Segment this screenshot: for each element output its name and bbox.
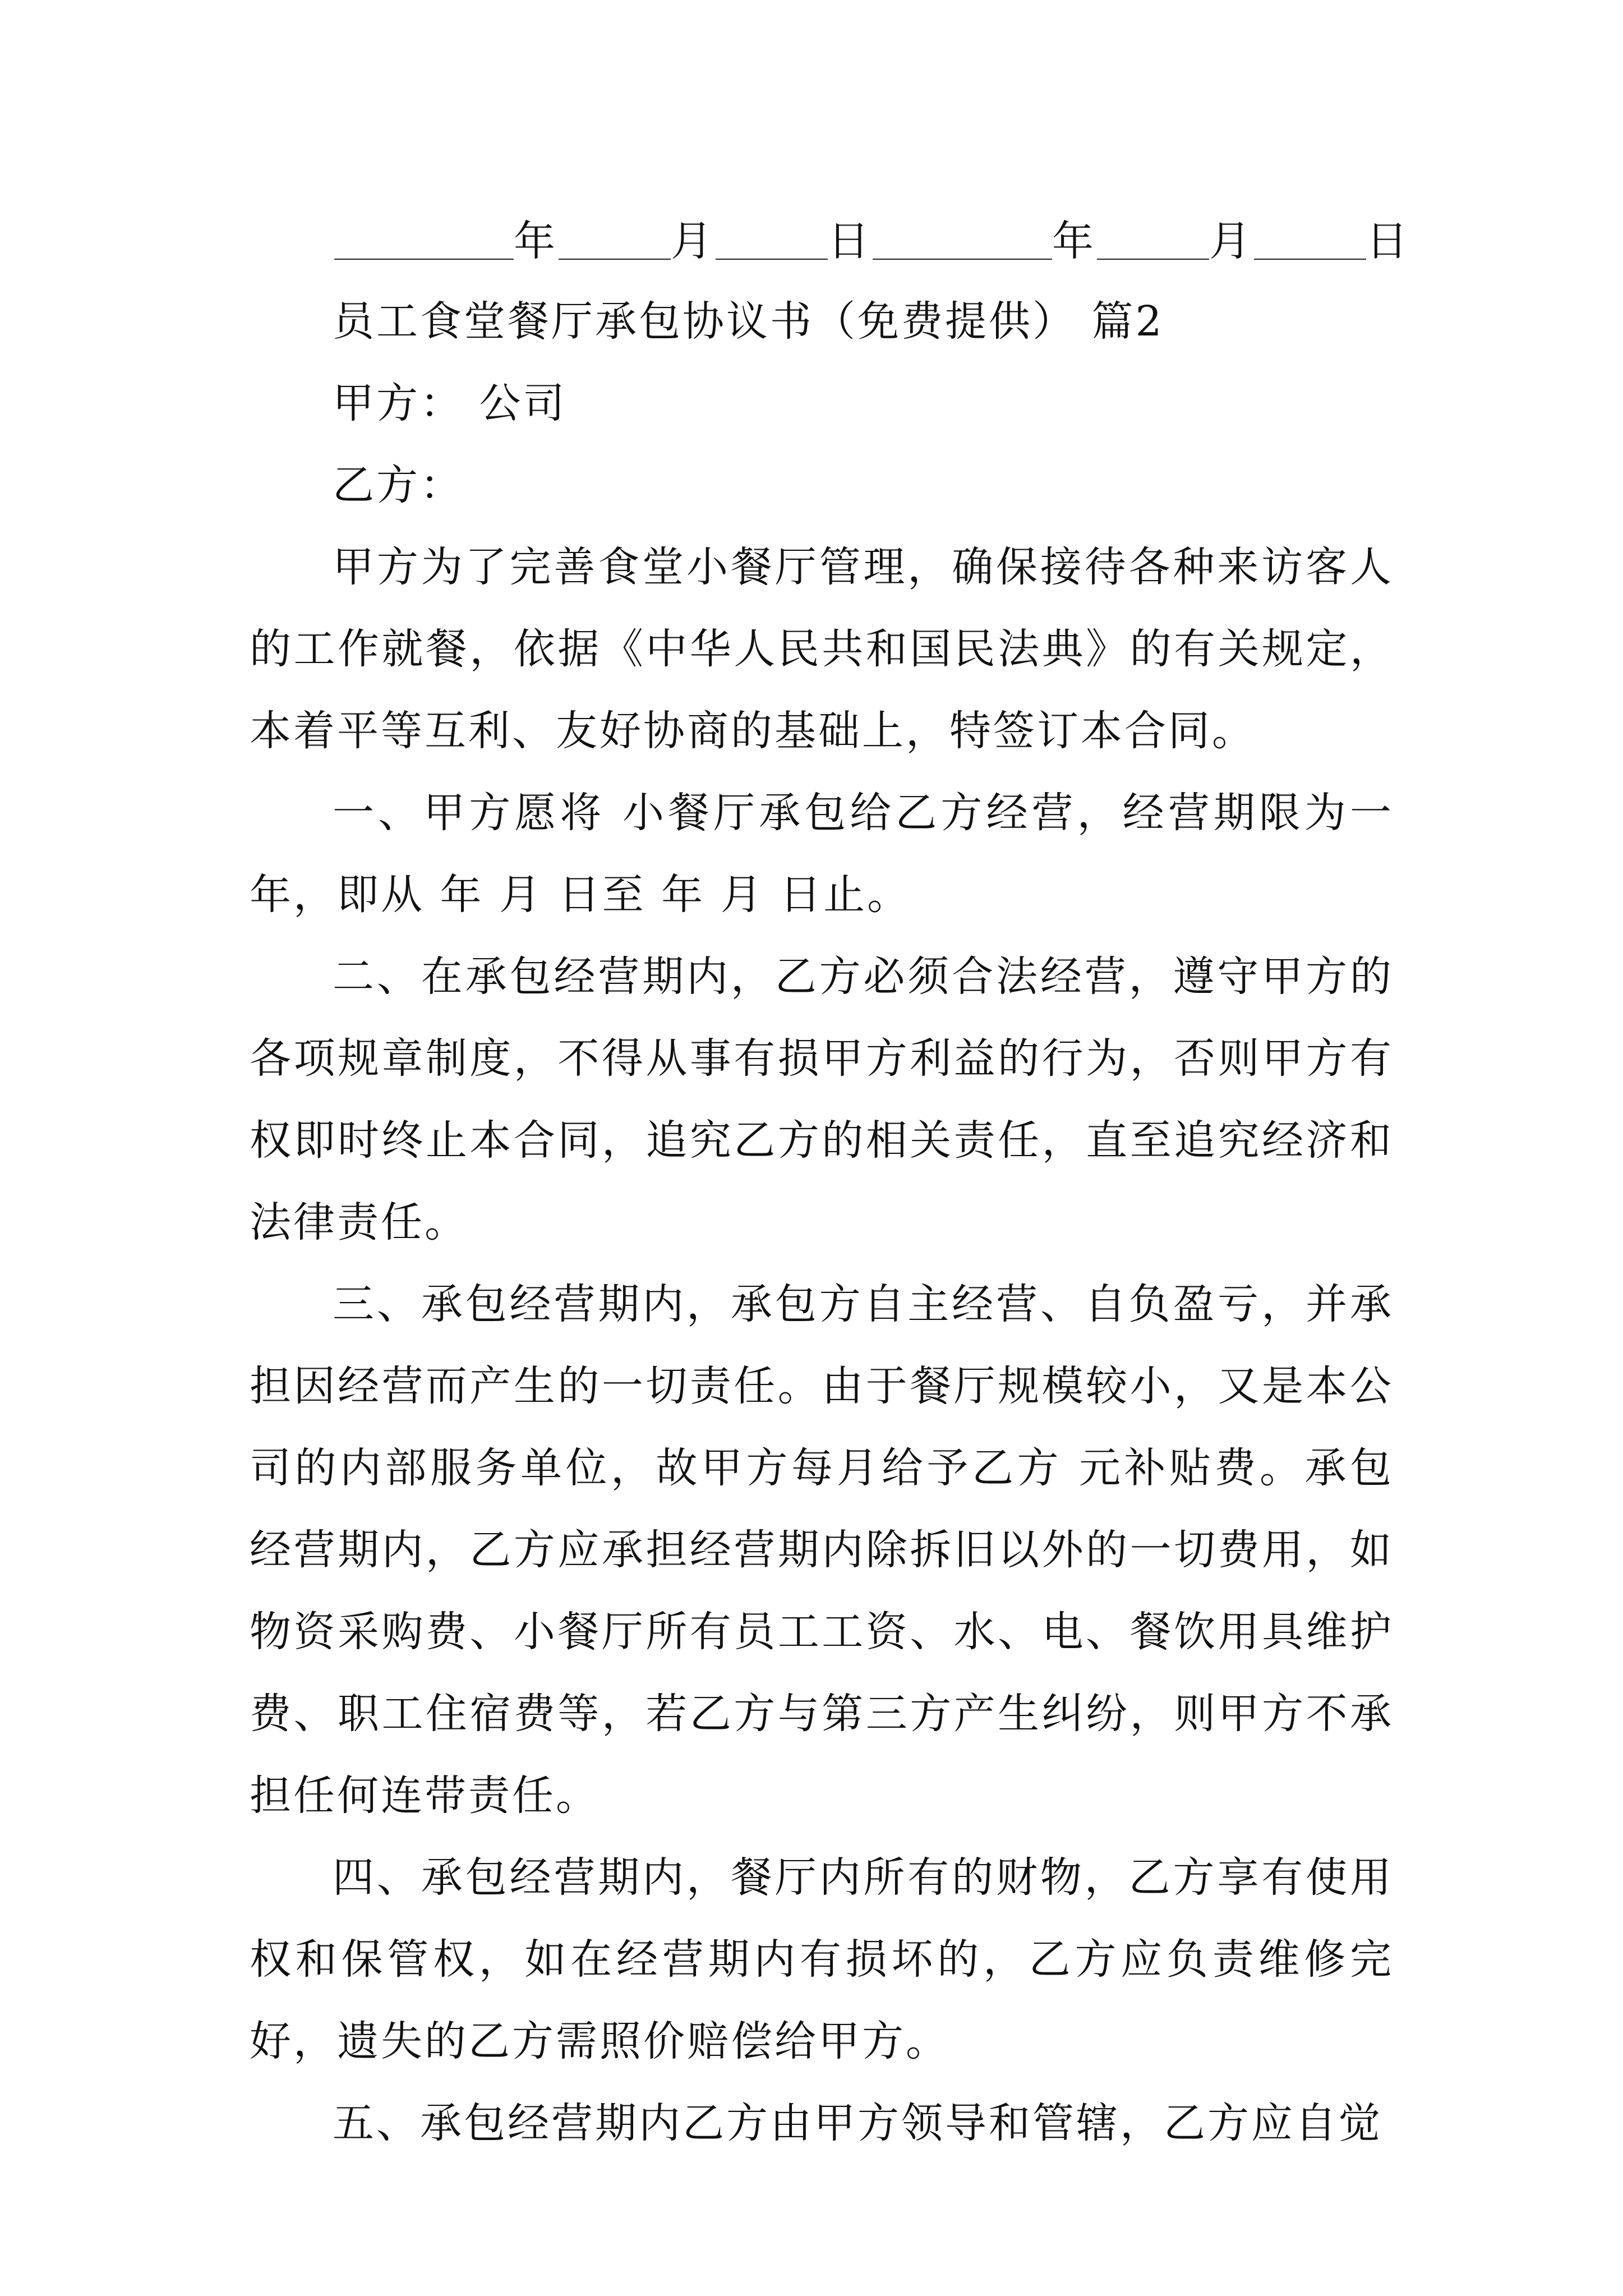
document-body xyxy=(250,280,1394,2164)
month-blank-2 xyxy=(1097,219,1209,260)
year-blank-1 xyxy=(334,219,514,260)
year-label-2: 年 xyxy=(1052,217,1094,265)
day-blank-2 xyxy=(1254,219,1366,260)
month-blank-1 xyxy=(559,219,671,260)
document-title: 员工食堂餐厅承包协议书（免费提供） 篇2 xyxy=(333,297,1164,346)
day-label-2: 日 xyxy=(1366,217,1408,265)
month-label-2: 月 xyxy=(1209,217,1251,265)
year-blank-2 xyxy=(873,219,1052,260)
day-blank-1 xyxy=(716,219,828,260)
clause-3-paragraph: 三、承包经营期内，承包方自主经营、自负盈亏，并承担因经营而产生的一切责任。由于餐厅规模较小，又是本公司的内部服务单位，故甲方每月给予乙方 元补贴费。承包经营期内，乙方应承担经营期内除拆旧以外的一切费用，如物资采购费、小餐厅所有员工工资、水、电、餐饮用具维护费、职工住宿费等，若乙方与第三方产生纠纷，则甲方不承担任何连带责任。 xyxy=(250,1280,1394,1820)
clause-1-paragraph: 一、甲方愿将 小餐厅承包给乙方经营，经营期限为一年，即从 年 月 日至 年 月 日止。 xyxy=(250,789,1394,919)
year-label-1: 年 xyxy=(514,217,555,265)
month-label-1: 月 xyxy=(671,217,712,265)
clause-2-paragraph: 二、在承包经营期内，乙方必须合法经营，遵守甲方的各项规章制度，不得从事有损甲方利益的行为，否则甲方有权即时终止本合同，追究乙方的相关责任，直至追究经济和法律责任。 xyxy=(250,953,1394,1246)
day-label-1: 日 xyxy=(828,217,869,265)
party-a-line: 甲方： 公司 xyxy=(333,379,567,427)
party-b-line: 乙方： xyxy=(333,461,464,509)
clause-4-paragraph: 四、承包经营期内，餐厅内所有的财物，乙方享有使用权和保管权，如在经营期内有损坏的，乙方应负责维修完好，遗失的乙方需照价赔偿给甲方。 xyxy=(250,1853,1394,2065)
clause-5-paragraph: 五、承包经营期内乙方由甲方领导和管辖，乙方应自觉 xyxy=(333,2099,1382,2147)
preamble-paragraph: 甲方为了完善食堂小餐厅管理，确保接待各种来访客人的工作就餐，依据《中华人民共和国民法典》的有关规定，本着平等互利、友好协商的基础上，特签订本合同。 xyxy=(250,543,1394,755)
signature-date-line xyxy=(334,216,1411,266)
